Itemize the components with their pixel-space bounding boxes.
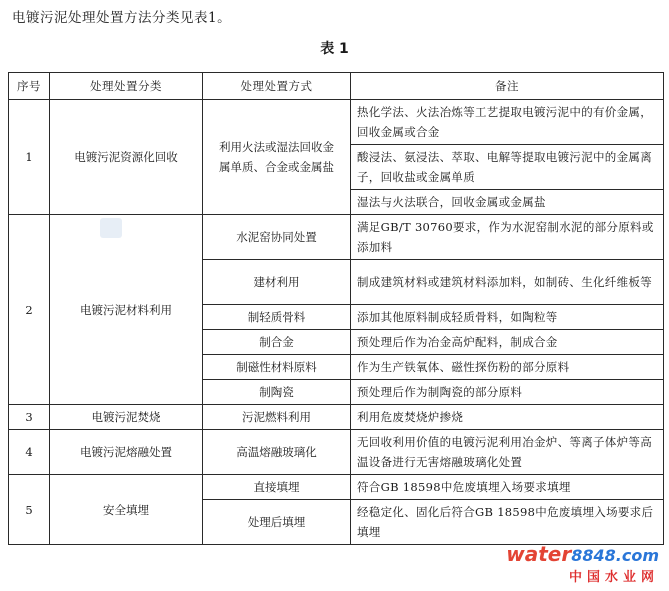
row-method: 处理后填埋 — [203, 500, 351, 545]
row-note: 热化学法、火法冶炼等工艺提取电镀污泥中的有价金属，回收金属或合金 — [351, 100, 664, 145]
table-caption: 表 1 — [320, 41, 349, 57]
row-note: 添加其他原料制成轻质骨料，如陶粒等 — [351, 305, 664, 330]
row-method: 利用火法或湿法回收金属单质、合金或金属盐 — [203, 100, 351, 215]
header-note: 备注 — [351, 73, 664, 100]
row-note: 无回收利用价值的电镀污泥利用冶金炉、等离子体炉等高温设备进行无害熔融玻璃化处置 — [351, 430, 664, 475]
row-category: 电镀污泥熔融处置 — [50, 430, 203, 475]
disposal-methods-table — [8, 72, 664, 545]
row-note: 作为生产铁氧体、磁性探伤粉的部分原料 — [351, 355, 664, 380]
row-method: 建材利用 — [203, 260, 351, 305]
table-row — [9, 475, 664, 500]
row-note: 利用危废焚烧炉掺烧 — [351, 405, 664, 430]
row-no: 3 — [9, 405, 50, 430]
watermark-logo — [506, 542, 659, 585]
header-no: 序号 — [9, 73, 50, 100]
row-method: 制轻质骨料 — [203, 305, 351, 330]
row-method: 制陶瓷 — [203, 380, 351, 405]
watermark-suffix: .com — [615, 546, 659, 565]
row-note: 预处理后作为制陶瓷的部分原料 — [351, 380, 664, 405]
table-row — [9, 100, 664, 145]
watermark-cn: 中国水业网 — [568, 570, 659, 585]
row-note: 满足GB/T 30760要求，作为水泥窑制水泥的部分原料或添加料 — [351, 215, 664, 260]
table-header-row — [9, 73, 664, 100]
watermark-brand: water — [506, 542, 572, 566]
row-note: 经稳定化、固化后符合GB 18598中危废填埋入场要求后填埋 — [351, 500, 664, 545]
watermark-number: 8848 — [571, 546, 616, 565]
row-method: 高温熔融玻璃化 — [203, 430, 351, 475]
intro-text: 电镀污泥处理处置方法分类见表1。 — [12, 10, 232, 26]
row-note: 预处理后作为冶金高炉配料，制成合金 — [351, 330, 664, 355]
row-note: 酸浸法、氨浸法、萃取、电解等提取电镀污泥中的金属离子，回收盐或金属单质 — [351, 145, 664, 190]
row-method: 污泥燃料利用 — [203, 405, 351, 430]
row-no: 5 — [9, 475, 50, 545]
row-category: 电镀污泥材料利用 — [50, 215, 203, 405]
row-category: 电镀污泥焚烧 — [50, 405, 203, 430]
row-method: 直接填埋 — [203, 475, 351, 500]
header-category: 处理处置分类 — [50, 73, 203, 100]
row-no: 1 — [9, 100, 50, 215]
row-note: 制成建筑材料或建筑材料添加料，如制砖、生化纤维板等 — [351, 260, 664, 305]
row-no: 4 — [9, 430, 50, 475]
row-category: 安全填埋 — [50, 475, 203, 545]
table-row — [9, 405, 664, 430]
row-method: 制磁性材料原料 — [203, 355, 351, 380]
row-note: 湿法与火法联合，回收金属或金属盐 — [351, 190, 664, 215]
row-note: 符合GB 18598中危废填埋入场要求填埋 — [351, 475, 664, 500]
table-row — [9, 430, 664, 475]
row-method: 水泥窑协同处置 — [203, 215, 351, 260]
scan-smudge — [100, 218, 122, 238]
row-category: 电镀污泥资源化回收 — [50, 100, 203, 215]
row-no: 2 — [9, 215, 50, 405]
row-method: 制合金 — [203, 330, 351, 355]
header-method: 处理处置方式 — [203, 73, 351, 100]
